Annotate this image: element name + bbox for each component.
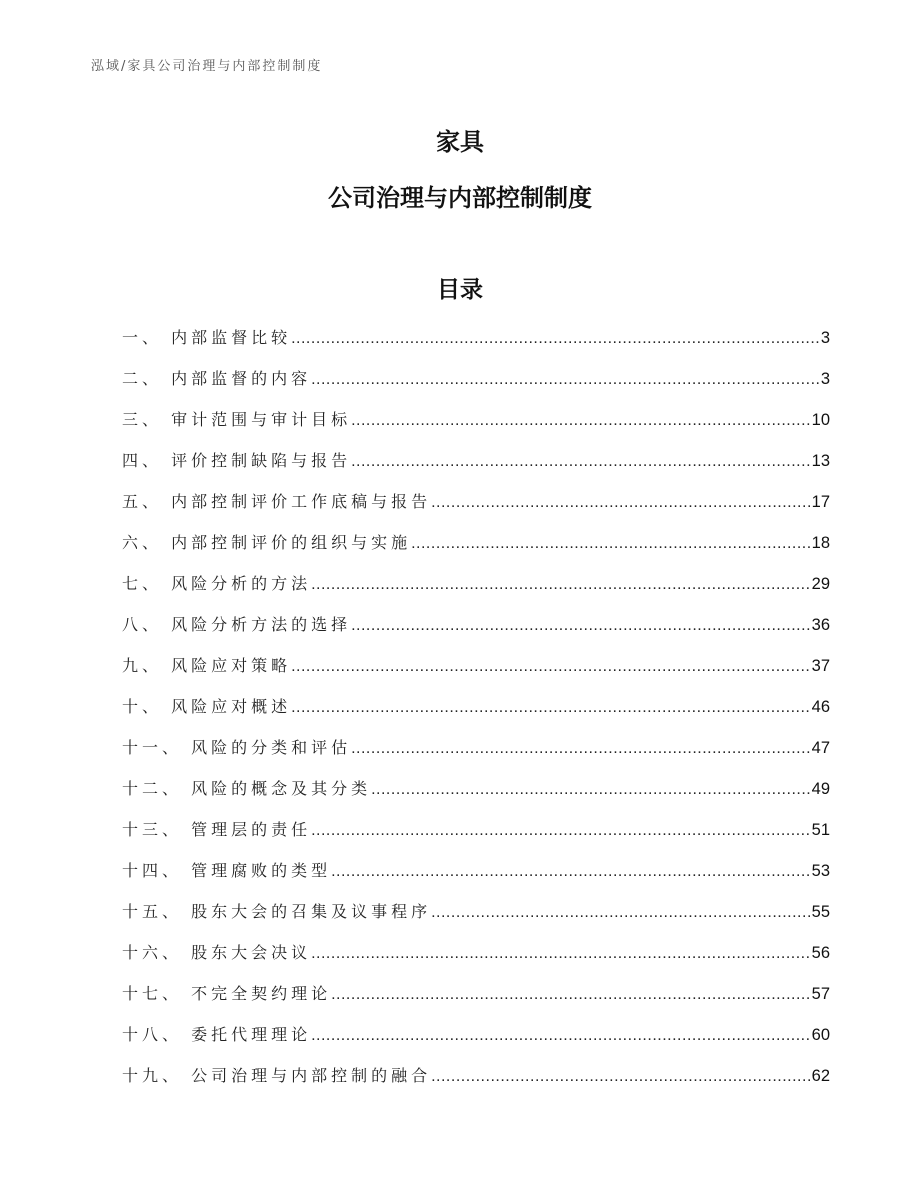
toc-dot-leader xyxy=(431,1064,810,1090)
toc-dot-leader xyxy=(311,572,810,598)
toc-entry-label: 一、 内部监督比较 xyxy=(122,328,292,347)
toc-entry[interactable] xyxy=(122,612,830,653)
toc-entry-label: 九、 风险应对策略 xyxy=(122,656,292,675)
toc-entry[interactable] xyxy=(122,858,830,899)
toc-entry-label: 十、 风险应对概述 xyxy=(122,697,292,716)
toc-dot-leader xyxy=(351,408,810,434)
running-header: 泓域/家具公司治理与内部控制制度 xyxy=(91,59,323,74)
toc-entry-label: 十五、 股东大会的召集及议事程序 xyxy=(122,902,432,921)
toc-entry-label: 二、 内部监督的内容 xyxy=(122,369,312,388)
toc-entry-page: 3 xyxy=(820,370,830,388)
toc-entry[interactable] xyxy=(122,940,830,981)
toc-entry[interactable] xyxy=(122,366,830,407)
toc-dot-leader xyxy=(351,736,810,762)
toc-entry[interactable] xyxy=(122,448,830,489)
toc-entry[interactable] xyxy=(122,325,830,366)
toc-dot-leader xyxy=(291,654,810,680)
toc-entry-page: 18 xyxy=(811,534,830,552)
toc-entry-label: 十一、 风险的分类和评估 xyxy=(122,738,352,757)
toc-entry-page: 17 xyxy=(811,493,830,511)
toc-entry-page: 57 xyxy=(811,985,830,1003)
toc-entry-label: 十八、 委托代理理论 xyxy=(122,1025,312,1044)
toc-dot-leader xyxy=(411,531,810,557)
toc-entry[interactable] xyxy=(122,407,830,448)
toc-entry-label: 三、 审计范围与审计目标 xyxy=(122,410,352,429)
toc-dot-leader xyxy=(331,982,810,1008)
toc-entry-label: 七、 风险分析的方法 xyxy=(122,574,312,593)
toc-dot-leader xyxy=(311,1023,810,1049)
toc-entry-page: 55 xyxy=(811,903,830,921)
toc-entry[interactable] xyxy=(122,735,830,776)
toc-entry-label: 五、 内部控制评价工作底稿与报告 xyxy=(122,492,432,511)
toc-dot-leader xyxy=(311,367,819,393)
toc-entry-label: 十三、 管理层的责任 xyxy=(122,820,312,839)
toc-entry[interactable] xyxy=(122,571,830,612)
toc-entry-page: 51 xyxy=(811,821,830,839)
toc-entry-label: 十九、 公司治理与内部控制的融合 xyxy=(122,1066,432,1085)
toc-entry-label: 四、 评价控制缺陷与报告 xyxy=(122,451,352,470)
toc-entry-label: 十七、 不完全契约理论 xyxy=(122,984,332,1003)
toc-dot-leader xyxy=(351,449,810,475)
toc-entry-page: 53 xyxy=(811,862,830,880)
toc-dot-leader xyxy=(351,613,810,639)
toc-entry[interactable] xyxy=(122,1063,830,1104)
toc-entry-label: 十六、 股东大会决议 xyxy=(122,943,312,962)
toc-dot-leader xyxy=(431,490,810,516)
toc-entry-page: 37 xyxy=(811,657,830,675)
toc-dot-leader xyxy=(311,941,810,967)
document-title-line-2: 公司治理与内部控制制度 xyxy=(328,184,592,212)
toc-entry[interactable] xyxy=(122,899,830,940)
toc-entry-page: 49 xyxy=(811,780,830,798)
toc-entry[interactable] xyxy=(122,1022,830,1063)
toc-entry-page: 29 xyxy=(811,575,830,593)
toc-dot-leader xyxy=(291,695,810,721)
document-title-line-1: 家具 xyxy=(436,128,484,156)
toc-dot-leader xyxy=(291,326,819,352)
toc-entry[interactable] xyxy=(122,776,830,817)
toc-entry[interactable] xyxy=(122,489,830,530)
toc-dot-leader xyxy=(331,859,810,885)
toc-entry-page: 10 xyxy=(811,411,830,429)
toc-entry-label: 十四、 管理腐败的类型 xyxy=(122,861,332,880)
toc-entry-label: 八、 风险分析方法的选择 xyxy=(122,615,352,634)
toc-entry-page: 36 xyxy=(811,616,830,634)
toc-dot-leader xyxy=(371,777,810,803)
table-of-contents xyxy=(122,325,830,1104)
toc-heading: 目录 xyxy=(437,277,483,303)
toc-entry-label: 十二、 风险的概念及其分类 xyxy=(122,779,372,798)
toc-entry-page: 47 xyxy=(811,739,830,757)
toc-entry[interactable] xyxy=(122,817,830,858)
toc-entry-label: 六、 内部控制评价的组织与实施 xyxy=(122,533,412,552)
toc-entry-page: 60 xyxy=(811,1026,830,1044)
toc-dot-leader xyxy=(431,900,810,926)
toc-entry-page: 46 xyxy=(811,698,830,716)
toc-entry-page: 3 xyxy=(820,329,830,347)
toc-entry[interactable] xyxy=(122,530,830,571)
toc-entry[interactable] xyxy=(122,981,830,1022)
toc-entry-page: 62 xyxy=(811,1067,830,1085)
toc-entry-page: 13 xyxy=(811,452,830,470)
toc-entry-page: 56 xyxy=(811,944,830,962)
toc-dot-leader xyxy=(311,818,810,844)
toc-entry[interactable] xyxy=(122,653,830,694)
toc-entry[interactable] xyxy=(122,694,830,735)
